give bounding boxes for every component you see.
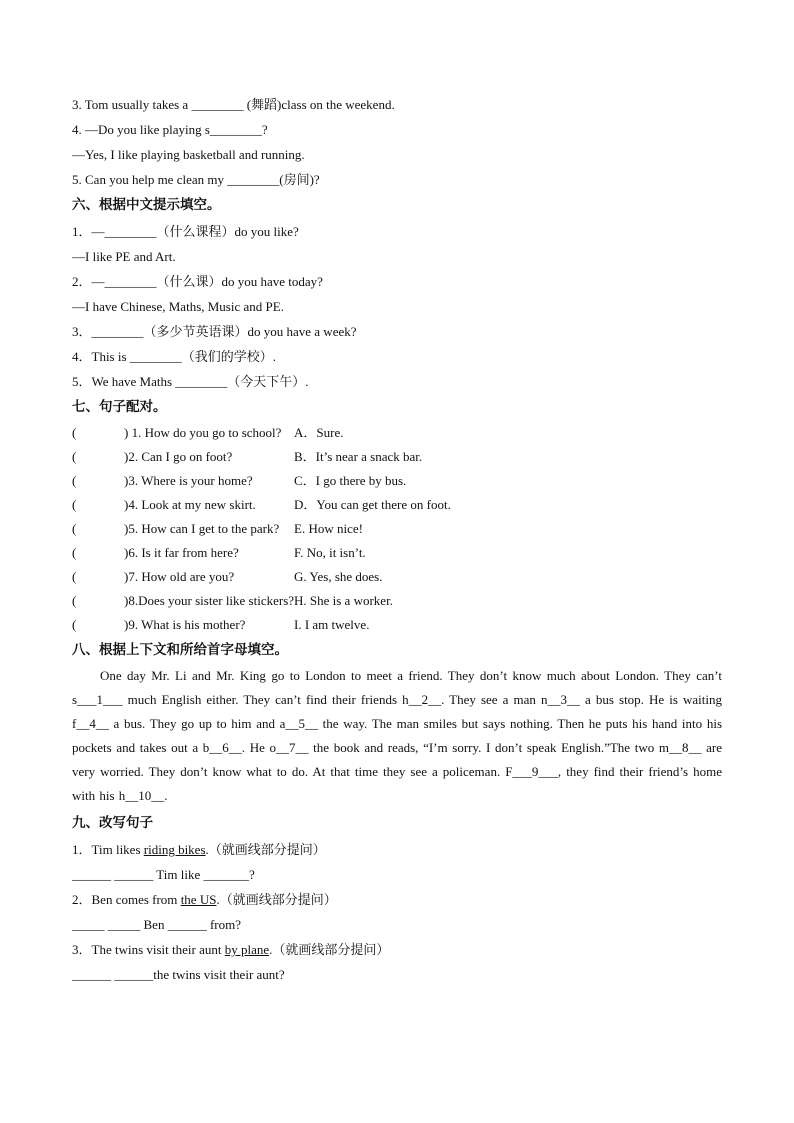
section-9-heading: 九、改写句子: [72, 815, 153, 831]
rewrite-item-1: [72, 837, 722, 862]
matching-question: )6. Is it far from here?: [124, 545, 239, 560]
worksheet-page: [72, 92, 722, 987]
matching-option: B．It’s near a snack bar.: [294, 449, 423, 464]
matching-row: [72, 565, 722, 589]
rewrite-item-1-pre: 1．Tim likes: [72, 842, 144, 857]
section-6-heading: 六、根据中文提示填空。: [72, 197, 221, 213]
rewrite-item-3-post: .（就画线部分提问）: [269, 942, 390, 957]
matching-option: A．Sure.: [294, 425, 344, 440]
answer-parenthesis[interactable]: (: [72, 569, 77, 584]
rewrite-item-3-pre: 3．The twins visit their aunt: [72, 942, 225, 957]
matching-option: I. I am twelve.: [294, 617, 370, 632]
matching-row: [72, 541, 722, 565]
matching-row: [72, 493, 722, 517]
matching-option: H. She is a worker.: [294, 593, 393, 608]
rewrite-item-2-post: .（就画线部分提问）: [216, 892, 337, 907]
matching-row: [72, 421, 722, 445]
sec6-line-1: 1．—________（什么课程）do you like?: [72, 224, 299, 239]
rewrite-item-3-answer: ______ ______the twins visit their aunt?: [72, 967, 285, 982]
answer-parenthesis[interactable]: (: [72, 521, 77, 536]
matching-list: [72, 421, 722, 637]
matching-question: )7. How old are you?: [124, 569, 235, 584]
matching-option: C．I go there by bus.: [294, 473, 407, 488]
section-8-heading: 八、根据上下文和所给首字母填空。: [72, 642, 288, 658]
answer-parenthesis[interactable]: (: [72, 545, 77, 560]
matching-question: )4. Look at my new skirt.: [124, 497, 256, 512]
matching-question: )9. What is his mother?: [124, 617, 246, 632]
matching-question: ) 1. How do you go to school?: [124, 425, 282, 440]
matching-option: F. No, it isn’t.: [294, 545, 366, 560]
rewrite-item-3: [72, 937, 722, 962]
sec5-item-4: 4. —Do you like playing s________?: [72, 122, 268, 137]
rewrite-item-3-underlined: by plane: [224, 942, 270, 957]
rewrite-item-2-pre: 2．Ben comes from: [72, 892, 181, 907]
matching-option: E. How nice!: [294, 521, 363, 536]
answer-parenthesis[interactable]: (: [72, 497, 77, 512]
matching-question: )3. Where is your home?: [124, 473, 253, 488]
rewrite-item-2: [72, 887, 722, 912]
sec5-item-4-answer: —Yes, I like playing basketball and running.: [72, 147, 305, 162]
sec6-line-7: 5．We have Maths ________（今天下午）.: [72, 374, 309, 389]
sec6-line-5: 3．________（多少节英语课）do you have a week?: [72, 324, 357, 339]
rewrite-item-2-underlined: the US: [180, 892, 217, 907]
matching-option: G. Yes, she does.: [294, 569, 383, 584]
rewrite-item-1-answer: ______ ______ Tim like _______?: [72, 867, 255, 882]
matching-row: [72, 517, 722, 541]
sec6-line-3: 2．—________（什么课）do you have today?: [72, 274, 323, 289]
matching-row: [72, 445, 722, 469]
section-7-heading: 七、句子配对。: [72, 399, 167, 415]
rewrite-item-1-underlined: riding bikes: [143, 842, 206, 857]
matching-row: [72, 469, 722, 493]
sec6-line-4: —I have Chinese, Maths, Music and PE.: [72, 299, 284, 314]
answer-parenthesis[interactable]: (: [72, 425, 77, 440]
rewrite-item-1-post: .（就画线部分提问）: [205, 842, 326, 857]
matching-row: [72, 589, 722, 613]
answer-parenthesis[interactable]: (: [72, 473, 77, 488]
cloze-paragraph: One day Mr. Li and Mr. King go to London to meet a friend. They don’t know much about London. They can’t s___1___ much English either. They can’t find their friends h__2__. They see a man n__3__ a bus stop. He is waiting f__4__ a bus. They go up to him and a__5__ the way. The man smiles but says nothing. Then he puts his hand into his pockets and takes out a b__6__. He o__7__ the book and reads, “I’m sorry. I don’t speak English.”The two m__8__ are very worried. They don’t know what to do. At that time they see a policeman. F___9___, they find their friend’s home with his h__10__.: [72, 668, 722, 803]
matching-question: )5. How can I get to the park?: [124, 521, 280, 536]
answer-parenthesis[interactable]: (: [72, 593, 77, 608]
answer-parenthesis[interactable]: (: [72, 449, 77, 464]
sec5-item-3: 3. Tom usually takes a ________ (舞蹈)class on the weekend.: [72, 97, 395, 112]
sec6-line-6: 4．This is ________（我们的学校）.: [72, 349, 277, 364]
answer-parenthesis[interactable]: (: [72, 617, 77, 632]
sec5-item-5: 5. Can you help me clean my ________(房间)?: [72, 172, 320, 187]
matching-row: [72, 613, 722, 637]
matching-question: )2. Can I go on foot?: [124, 449, 233, 464]
rewrite-item-2-answer: _____ _____ Ben ______ from?: [72, 917, 241, 932]
matching-option: D．You can get there on foot.: [294, 497, 451, 512]
matching-question: )8.Does your sister like stickers?: [124, 593, 295, 608]
sec6-line-2: —I like PE and Art.: [72, 249, 176, 264]
